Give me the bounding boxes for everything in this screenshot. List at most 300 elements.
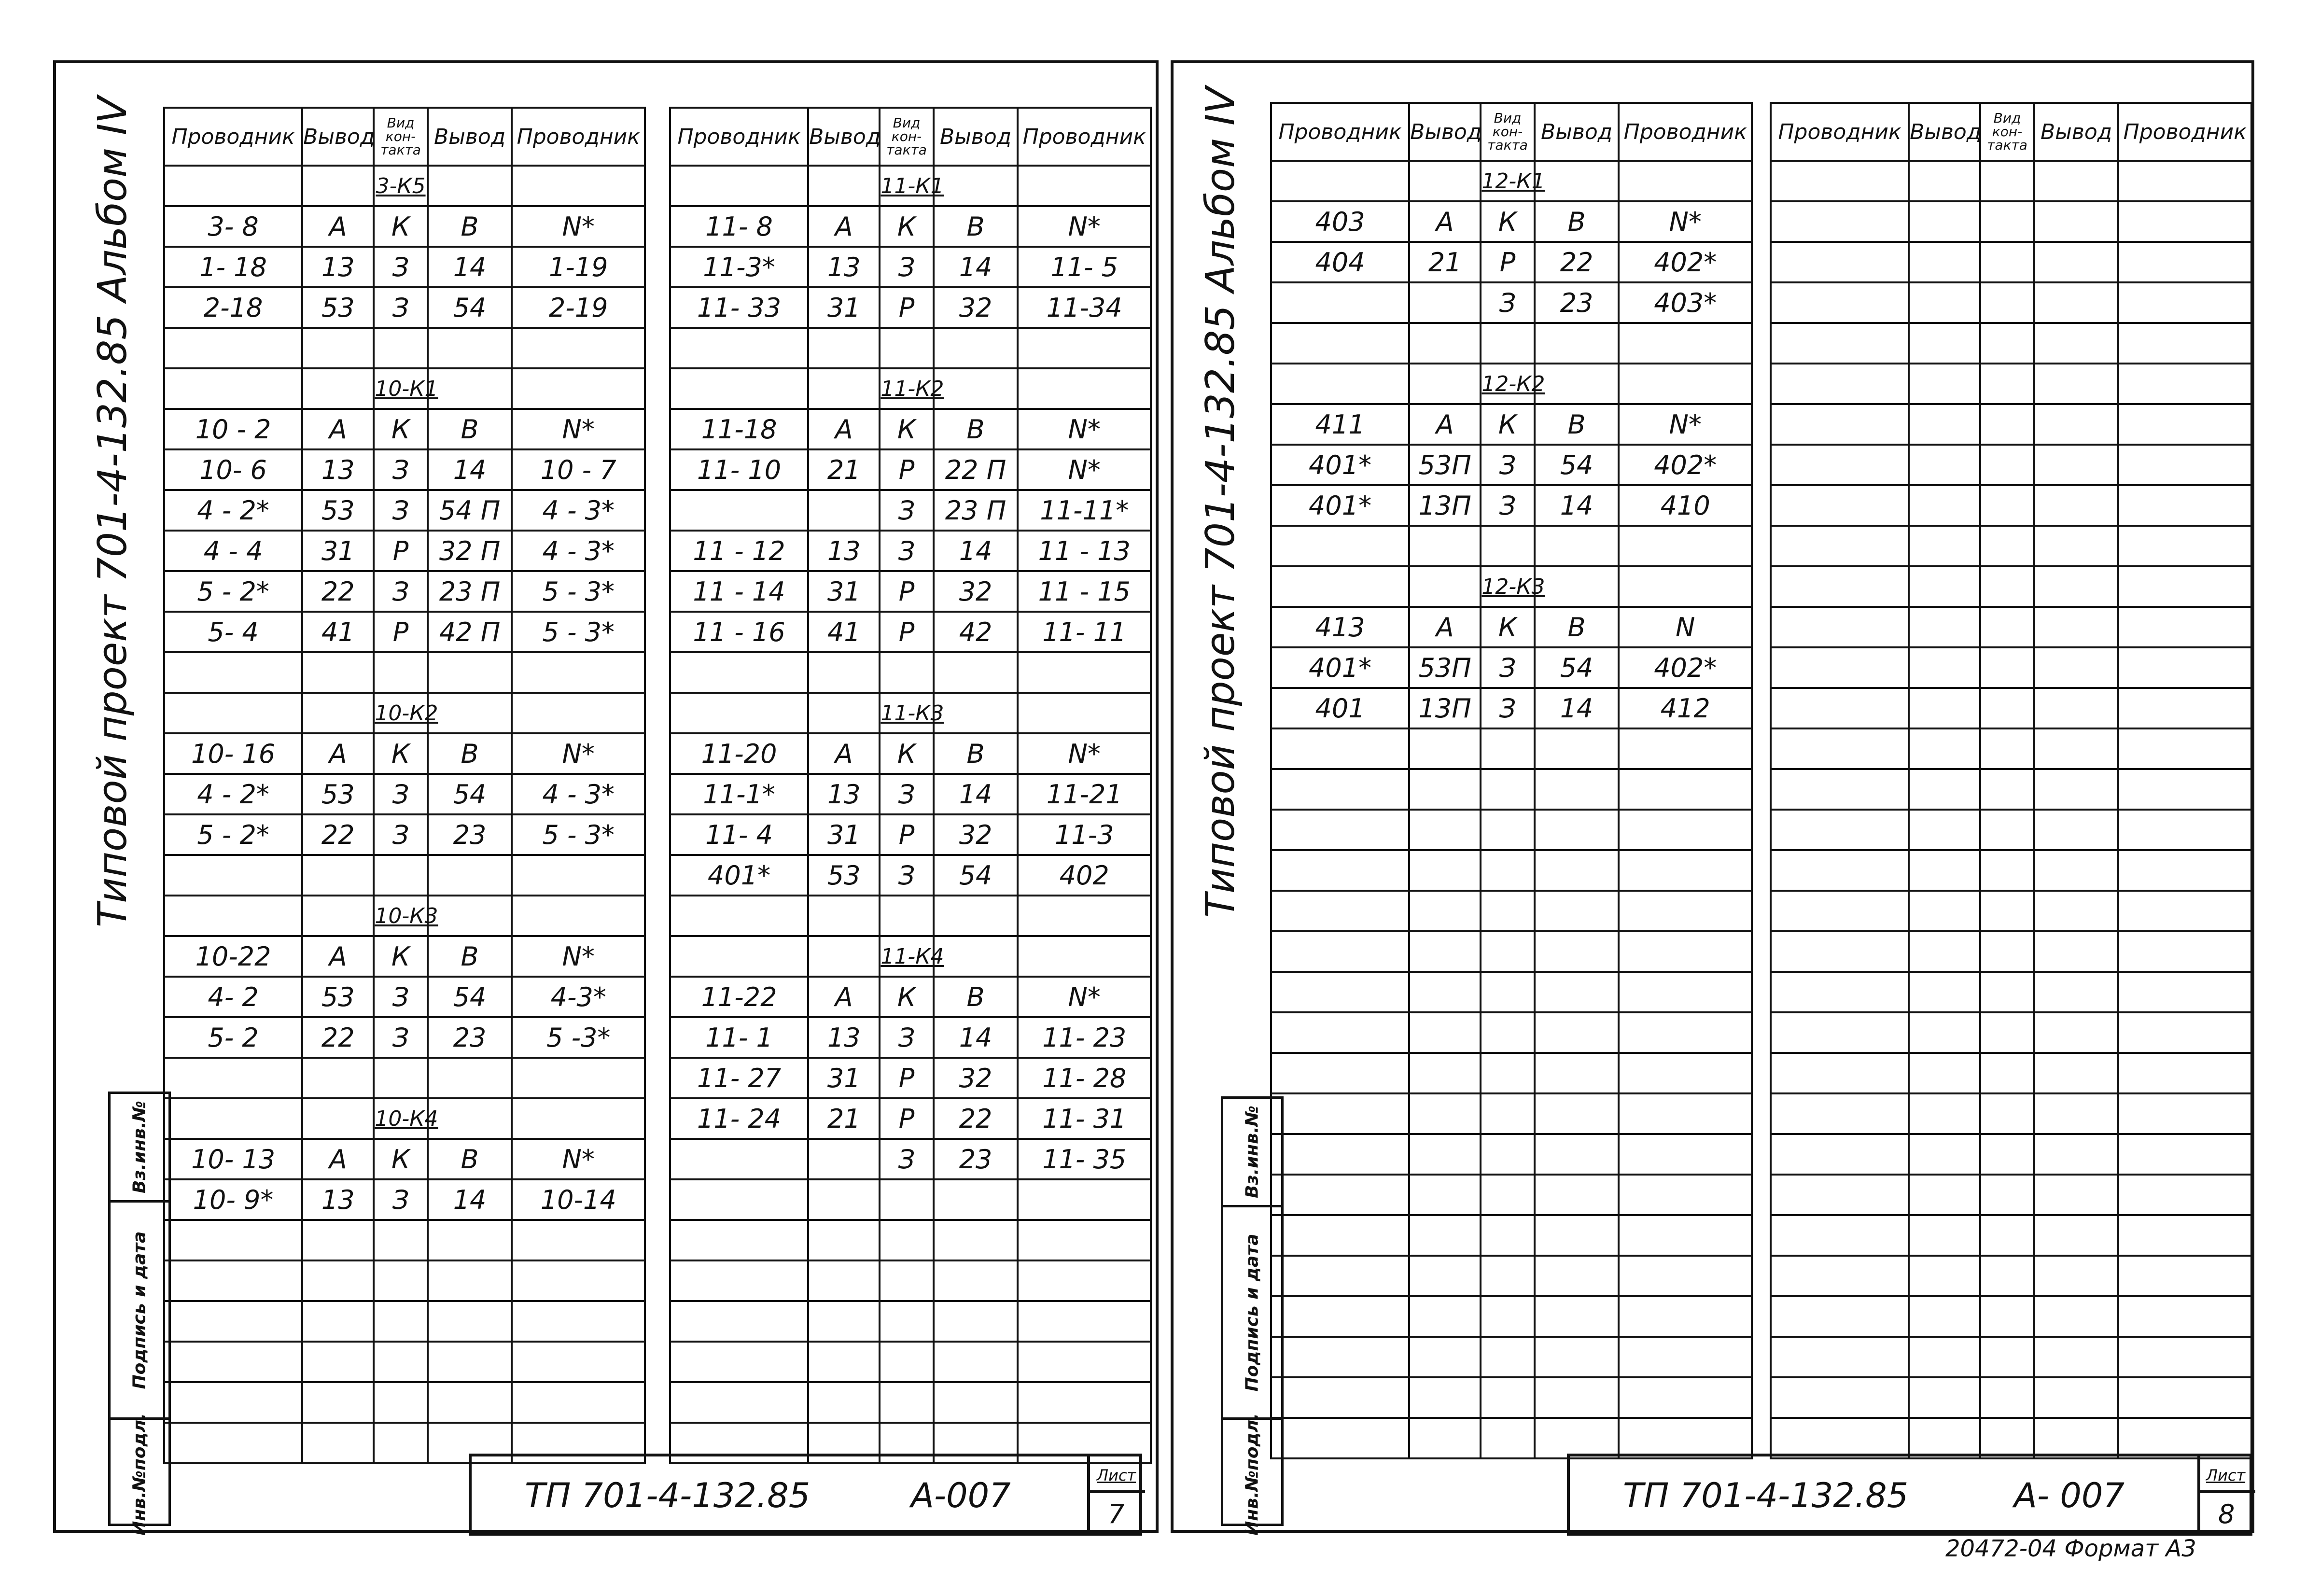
table-cell <box>670 1260 808 1301</box>
sheet-8 <box>1171 60 2254 1536</box>
table-cell <box>1771 1377 1909 1418</box>
table-cell: Р <box>880 449 933 490</box>
table-cell: 5- 4 <box>164 612 302 652</box>
column-header: Проводник <box>1271 103 1409 161</box>
column-header: Вывод <box>302 108 374 166</box>
table-cell <box>2118 282 2251 323</box>
table-cell <box>1271 728 1409 769</box>
table-cell: З <box>880 855 933 896</box>
table-cell <box>512 1098 645 1139</box>
table-cell <box>1980 1012 2034 1053</box>
table-cell <box>1980 445 2034 485</box>
empty-row <box>164 1260 645 1301</box>
empty-row <box>1271 972 1752 1012</box>
table-cell <box>1409 1134 1481 1175</box>
table-cell: 13П <box>1409 485 1481 526</box>
table-cell <box>2034 1012 2119 1053</box>
table-cell <box>1619 566 1752 607</box>
table-row <box>164 247 645 287</box>
empty-row <box>1771 931 2251 972</box>
table-cell: К <box>1481 201 1534 242</box>
table-cell: В <box>428 409 512 449</box>
table-row <box>164 977 645 1017</box>
empty-row <box>1271 769 1752 810</box>
table-cell <box>2034 201 2119 242</box>
table-cell: Р <box>880 612 933 652</box>
table-cell: Р <box>880 814 933 855</box>
table-cell: 412 <box>1619 688 1752 728</box>
table-cell <box>2118 364 2251 404</box>
table-cell <box>164 896 302 936</box>
table-cell <box>808 328 880 368</box>
table-cell: 402* <box>1619 242 1752 282</box>
empty-row <box>1271 1256 1752 1296</box>
table-cell <box>302 1260 374 1301</box>
table-cell <box>1980 282 2034 323</box>
table-cell <box>512 166 645 206</box>
table-cell: 13П <box>1409 688 1481 728</box>
table-cell: 2-18 <box>164 287 302 328</box>
table-cell: 14 <box>934 531 1018 571</box>
table-cell <box>934 693 1018 733</box>
table-cell <box>1771 566 1909 607</box>
table-cell <box>1909 1053 1980 1093</box>
table-cell: N* <box>1018 733 1151 774</box>
group-row <box>164 166 645 206</box>
table-row <box>670 733 1151 774</box>
table-cell <box>1619 769 1752 810</box>
empty-row <box>670 1382 1151 1423</box>
table-cell: 53П <box>1409 445 1481 485</box>
table-cell: 23 <box>428 1017 512 1058</box>
table-cell <box>670 693 808 733</box>
table-cell <box>1535 810 1619 850</box>
table-cell <box>1271 323 1409 364</box>
table-cell: 22 <box>302 814 374 855</box>
connection-table-left-1 <box>163 107 646 1464</box>
table-cell <box>1535 1053 1619 1093</box>
table-row <box>670 896 1151 936</box>
table-cell <box>1619 1418 1752 1458</box>
table-cell <box>2118 1418 2251 1458</box>
table-cell <box>934 652 1018 693</box>
table-cell <box>670 1301 808 1342</box>
table-cell: 23 П <box>428 571 512 612</box>
empty-row <box>164 1342 645 1382</box>
table-cell: 403* <box>1619 282 1752 323</box>
table-cell <box>1271 566 1409 607</box>
table-cell <box>1271 1296 1409 1337</box>
column-header: Проводник <box>1018 108 1151 166</box>
table-cell <box>1980 526 2034 566</box>
title-block-left <box>469 1454 1142 1536</box>
group-label: 11-К1 <box>880 166 933 206</box>
table-cell <box>1771 850 1909 891</box>
album-title-right: Типовой проект 701-4-132.85 Альбом IV <box>1198 86 1244 918</box>
table-cell: 14 <box>1535 485 1619 526</box>
table-cell <box>1619 931 1752 972</box>
table-cell <box>2034 1215 2119 1256</box>
empty-row <box>1771 1175 2251 1215</box>
group-label: 12-К1 <box>1481 161 1534 201</box>
table-cell: А <box>302 409 374 449</box>
table-cell <box>2034 1337 2119 1377</box>
table-cell <box>808 1220 880 1260</box>
table-cell <box>1018 328 1151 368</box>
table-cell <box>1980 485 2034 526</box>
table-row <box>670 977 1151 1017</box>
table-row <box>670 1058 1151 1098</box>
table-row <box>164 1058 645 1098</box>
table-cell <box>164 652 302 693</box>
table-cell <box>302 1423 374 1463</box>
table-cell: 54 <box>428 977 512 1017</box>
table-cell: N* <box>1018 449 1151 490</box>
table-cell <box>2118 566 2251 607</box>
table-row <box>670 774 1151 814</box>
table-cell <box>1409 972 1481 1012</box>
table-cell: 13 <box>302 247 374 287</box>
table-cell <box>1909 526 1980 566</box>
table-cell <box>512 368 645 409</box>
column-header: Проводник <box>1619 103 1752 161</box>
empty-row <box>670 1260 1151 1301</box>
table-cell: А <box>302 1139 374 1179</box>
table-cell <box>808 936 880 977</box>
table-cell: 13 <box>808 531 880 571</box>
group-label: 12-К2 <box>1481 364 1534 404</box>
table-cell <box>2118 404 2251 445</box>
table-cell <box>1271 1012 1409 1053</box>
table-cell <box>2034 364 2119 404</box>
table-cell: К <box>374 409 427 449</box>
table-cell <box>1619 1012 1752 1053</box>
table-cell: 2-19 <box>512 287 645 328</box>
table-cell: 5 -3* <box>512 1017 645 1058</box>
table-cell: 53 <box>302 774 374 814</box>
table-cell <box>512 328 645 368</box>
table-cell: 11- 27 <box>670 1058 808 1098</box>
table-cell <box>2034 728 2119 769</box>
table-cell: 14 <box>428 1179 512 1220</box>
table-cell <box>1619 850 1752 891</box>
table-cell <box>1409 282 1481 323</box>
table-cell <box>428 1342 512 1382</box>
table-cell <box>1481 810 1534 850</box>
empty-row <box>1271 1093 1752 1134</box>
table-cell: 11- 1 <box>670 1017 808 1058</box>
table-cell <box>1909 1256 1980 1296</box>
table-cell <box>1909 404 1980 445</box>
table-cell <box>302 1301 374 1342</box>
table-cell <box>1909 201 1980 242</box>
table-cell <box>164 1260 302 1301</box>
table-cell <box>302 166 374 206</box>
table-cell: 11 - 15 <box>1018 571 1151 612</box>
table-cell <box>1271 931 1409 972</box>
empty-row <box>1771 282 2251 323</box>
table-cell <box>2118 1134 2251 1175</box>
table-cell <box>670 936 808 977</box>
table-cell <box>1619 1134 1752 1175</box>
table-cell <box>1909 282 1980 323</box>
table-cell <box>374 1058 427 1098</box>
table-cell: В <box>428 733 512 774</box>
empty-row <box>1771 566 2251 607</box>
table-cell <box>2118 769 2251 810</box>
table-cell: З <box>880 247 933 287</box>
table-cell <box>1980 891 2034 931</box>
table-cell <box>512 1382 645 1423</box>
table-row <box>670 328 1151 368</box>
table-cell <box>1980 769 2034 810</box>
table-cell <box>1409 1175 1481 1215</box>
table-cell: 54 <box>1535 445 1619 485</box>
group-row <box>164 1098 645 1139</box>
table-cell <box>2034 526 2119 566</box>
table-cell <box>1771 1053 1909 1093</box>
table-cell: 41 <box>808 612 880 652</box>
table-cell <box>1980 404 2034 445</box>
table-cell <box>670 1220 808 1260</box>
table-cell <box>1271 282 1409 323</box>
table-cell <box>1535 526 1619 566</box>
table-cell <box>2118 1053 2251 1093</box>
table-cell <box>374 328 427 368</box>
table-cell: З <box>880 1017 933 1058</box>
table-cell <box>1271 1418 1409 1458</box>
table-cell <box>1619 810 1752 850</box>
table-cell <box>302 1342 374 1382</box>
table-cell: 32 <box>934 571 1018 612</box>
table-cell <box>1271 161 1409 201</box>
column-header: Вывод <box>2034 103 2119 161</box>
table-cell: Р <box>374 612 427 652</box>
table-row <box>164 490 645 531</box>
table-cell <box>1980 1093 2034 1134</box>
empty-row <box>1771 1093 2251 1134</box>
table-cell <box>1980 364 2034 404</box>
table-row <box>164 936 645 977</box>
table-cell <box>374 652 427 693</box>
table-cell <box>808 896 880 936</box>
table-cell: N <box>1619 607 1752 647</box>
table-cell <box>164 328 302 368</box>
table-cell <box>1909 607 1980 647</box>
table-cell <box>1535 850 1619 891</box>
table-row <box>670 612 1151 652</box>
table-cell <box>934 1342 1018 1382</box>
table-row <box>670 449 1151 490</box>
connection-table-right-2 <box>1770 102 2252 1459</box>
empty-row <box>670 1342 1151 1382</box>
group-label: 10-К2 <box>374 693 427 733</box>
table-cell <box>1271 1337 1409 1377</box>
table-cell: К <box>880 206 933 247</box>
column-header: Проводник <box>2118 103 2251 161</box>
table-cell <box>2034 1418 2119 1458</box>
table-cell <box>1535 1296 1619 1337</box>
table-cell: 401* <box>1271 485 1409 526</box>
group-row <box>164 368 645 409</box>
table-cell: К <box>1481 404 1534 445</box>
table-cell <box>1980 242 2034 282</box>
table-cell: К <box>1481 607 1534 647</box>
table-cell: 402 <box>1018 855 1151 896</box>
table-cell: 11- 5 <box>1018 247 1151 287</box>
table-cell <box>1771 891 1909 931</box>
table-cell <box>1980 810 2034 850</box>
table-cell: 31 <box>808 814 880 855</box>
sheet-7 <box>53 60 1159 1536</box>
table-cell <box>1909 688 1980 728</box>
table-cell <box>1409 1053 1481 1093</box>
table-cell <box>1481 769 1534 810</box>
table-cell <box>1018 1301 1151 1342</box>
table-cell: 4 - 2* <box>164 490 302 531</box>
table-cell: А <box>808 206 880 247</box>
table-cell <box>2034 161 2119 201</box>
empty-row <box>1771 1215 2251 1256</box>
empty-row <box>1771 688 2251 728</box>
table-cell <box>1909 1175 1980 1215</box>
table-cell <box>1909 850 1980 891</box>
table-cell <box>1481 526 1534 566</box>
table-cell <box>2034 445 2119 485</box>
table-cell <box>1909 161 1980 201</box>
table-row <box>670 247 1151 287</box>
table-cell: 402* <box>1619 647 1752 688</box>
table-cell: 54 <box>1535 647 1619 688</box>
table-cell <box>428 1260 512 1301</box>
table-cell <box>302 1058 374 1098</box>
table-cell: 11- 28 <box>1018 1058 1151 1098</box>
table-cell <box>1909 1093 1980 1134</box>
table-cell <box>1271 810 1409 850</box>
table-cell <box>2034 647 2119 688</box>
table-cell <box>1018 896 1151 936</box>
empty-row <box>1771 1256 2251 1296</box>
table-row <box>670 1139 1151 1179</box>
table-cell <box>1771 242 1909 282</box>
table-cell: 42 П <box>428 612 512 652</box>
table-cell <box>1271 364 1409 404</box>
table-cell: А <box>808 409 880 449</box>
group-label: 11-К3 <box>880 693 933 733</box>
table-cell <box>934 896 1018 936</box>
table-cell <box>1619 1337 1752 1377</box>
side-label-signature: Подпись и дата <box>1242 1233 1262 1391</box>
table-cell <box>2118 1093 2251 1134</box>
table-cell <box>1535 891 1619 931</box>
table-cell <box>934 1179 1018 1220</box>
table-cell: К <box>880 733 933 774</box>
group-row <box>670 166 1151 206</box>
table-cell <box>1271 769 1409 810</box>
table-cell <box>1271 1053 1409 1093</box>
table-cell <box>1271 1377 1409 1418</box>
table-cell: N* <box>1619 404 1752 445</box>
table-cell: 53 <box>302 287 374 328</box>
table-cell: 23 <box>934 1139 1018 1179</box>
table-cell: 11- 8 <box>670 206 808 247</box>
table-cell: З <box>880 531 933 571</box>
table-cell: 1-19 <box>512 247 645 287</box>
empty-row <box>1771 526 2251 566</box>
table-cell <box>428 1098 512 1139</box>
side-label-signature: Подпись и дата <box>129 1231 150 1389</box>
table-cell <box>2034 769 2119 810</box>
table-cell <box>1535 1134 1619 1175</box>
table-cell <box>1018 1260 1151 1301</box>
table-cell: А <box>808 733 880 774</box>
table-cell <box>808 368 880 409</box>
table-cell <box>2118 1256 2251 1296</box>
table-cell <box>808 1139 880 1179</box>
table-cell <box>1481 1377 1534 1418</box>
table-cell <box>1909 931 1980 972</box>
table-cell <box>1771 404 1909 445</box>
column-header: Проводник <box>164 108 302 166</box>
table-cell <box>880 652 933 693</box>
table-cell <box>1271 1175 1409 1215</box>
table-cell <box>1909 323 1980 364</box>
table-cell: В <box>934 206 1018 247</box>
table-cell <box>1409 1093 1481 1134</box>
table-cell <box>880 1179 933 1220</box>
table-cell <box>1409 526 1481 566</box>
table-cell <box>2118 688 2251 728</box>
table-cell: Р <box>880 1098 933 1139</box>
empty-row <box>1771 850 2251 891</box>
table-cell: К <box>374 936 427 977</box>
table-cell <box>428 1382 512 1423</box>
group-row <box>670 936 1151 977</box>
table-cell <box>1909 364 1980 404</box>
table-row <box>1271 404 1752 445</box>
table-cell: 11-3 <box>1018 814 1151 855</box>
table-cell <box>2034 972 2119 1012</box>
connection-table-right-1 <box>1270 102 1753 1459</box>
column-header: Вывод <box>1409 103 1481 161</box>
table-cell <box>2118 161 2251 201</box>
table-cell <box>2118 728 2251 769</box>
table-cell <box>670 896 808 936</box>
table-cell <box>934 1260 1018 1301</box>
table-cell <box>2034 810 2119 850</box>
table-cell <box>2034 1053 2119 1093</box>
table-cell <box>1909 972 1980 1012</box>
table-cell: Р <box>880 571 933 612</box>
table-cell <box>374 1423 427 1463</box>
table-cell: З <box>374 247 427 287</box>
table-cell <box>1481 728 1534 769</box>
table-cell <box>512 855 645 896</box>
table-cell <box>2118 1377 2251 1418</box>
group-row <box>670 368 1151 409</box>
table-cell <box>1481 891 1534 931</box>
table-cell <box>1980 323 2034 364</box>
table-cell <box>1771 810 1909 850</box>
table-cell: 401* <box>670 855 808 896</box>
table-cell <box>1771 364 1909 404</box>
table-cell <box>302 693 374 733</box>
column-header: Вид кон- такта <box>880 108 933 166</box>
table-cell <box>1481 1215 1534 1256</box>
table-cell <box>1271 1093 1409 1134</box>
table-cell <box>1771 201 1909 242</box>
table-cell: А <box>302 936 374 977</box>
